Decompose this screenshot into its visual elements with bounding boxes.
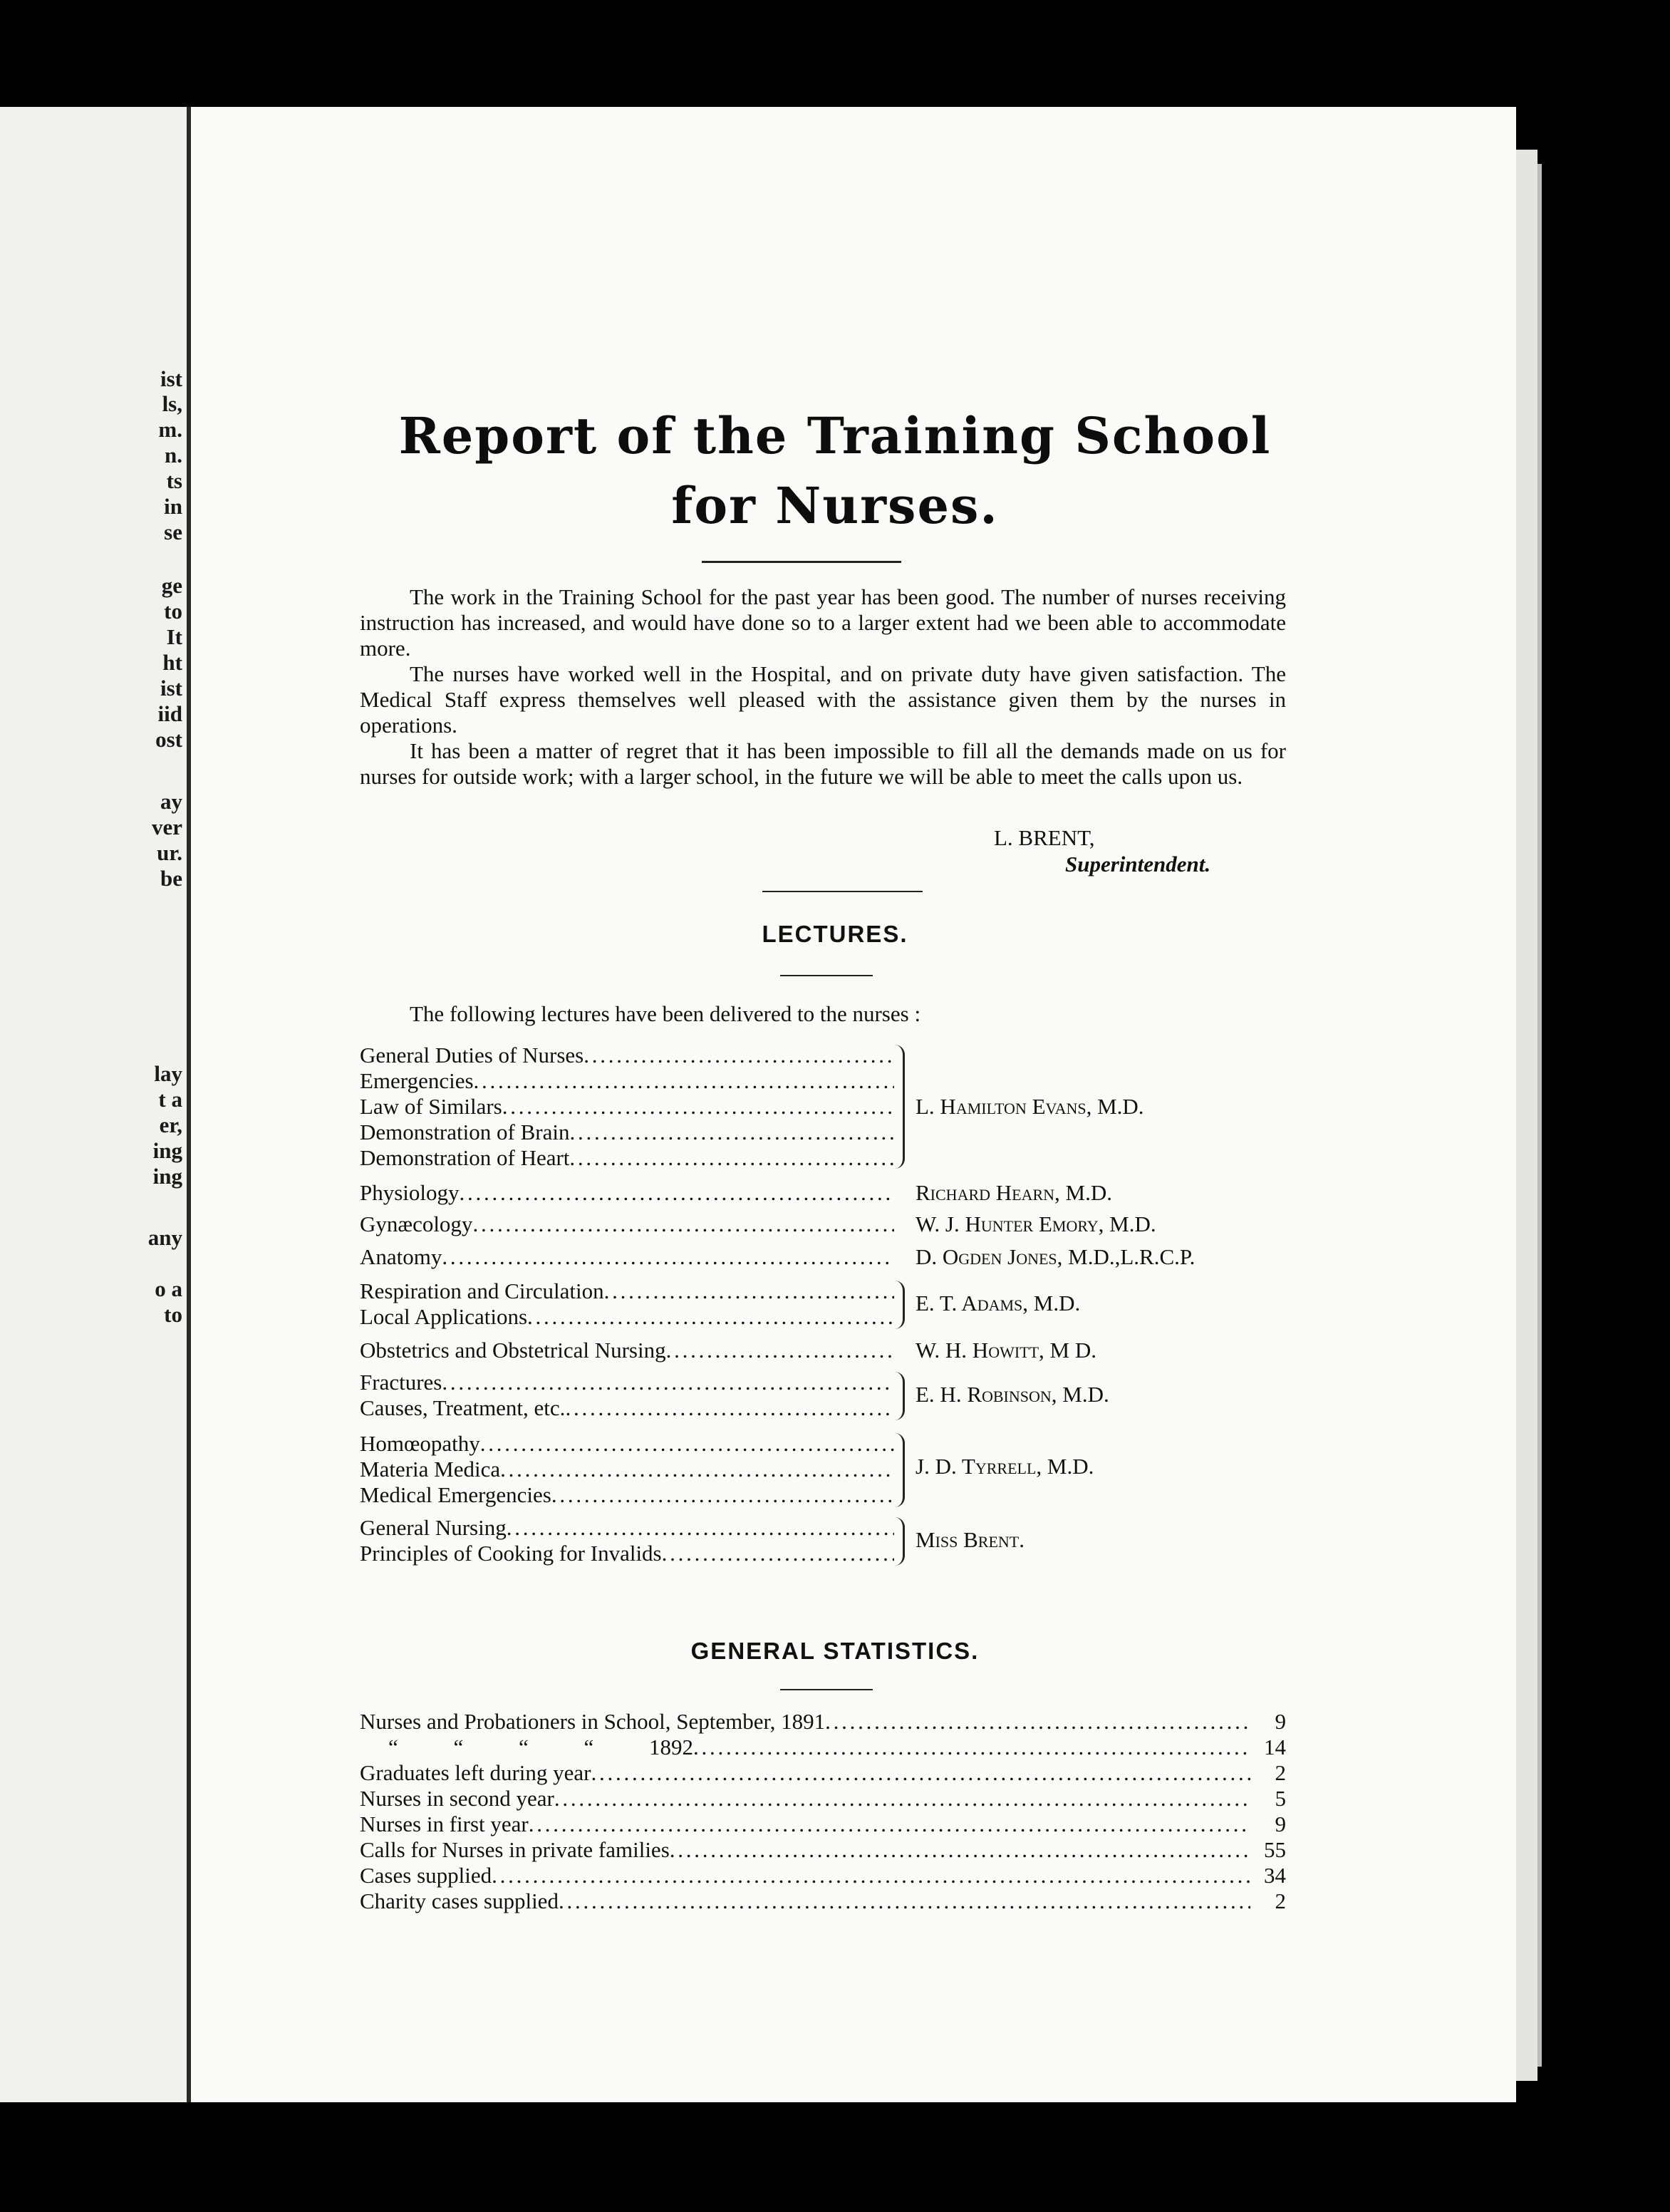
left-fragment: n. <box>165 443 182 467</box>
left-fragment: to <box>164 599 182 624</box>
left-fragment: ls, <box>162 391 182 416</box>
lecturer-name: W. H. Howitt, M D. <box>916 1338 1096 1363</box>
lecture-subject: Homœopathy . . . <box>360 1431 894 1457</box>
group-brace <box>894 1433 905 1507</box>
title-divider <box>702 561 901 563</box>
statistics-row: “ “ “ “ 1892 . . . 14 <box>360 1735 1286 1760</box>
statistics-row: Graduates left during year . . . 2 <box>360 1760 1286 1786</box>
lecturer-name: W. J. Hunter Emory, M.D. <box>916 1211 1156 1236</box>
lecturer-name: E. H. Robinson, M.D. <box>916 1382 1109 1407</box>
statistics-row: Nurses and Probationers in School, September, 1891 . . . 9 <box>360 1709 1286 1735</box>
group-brace <box>894 1517 905 1566</box>
signature-role: Superintendent. <box>1065 852 1211 877</box>
lecture-subject: Fractures . . . <box>360 1370 894 1395</box>
left-fragment: ay <box>160 789 182 814</box>
lecture-subject: Causes, Treatment, etc. . . . <box>360 1395 894 1421</box>
intro-paragraph: The work in the Training School for the past year has been good. The number of nurses receiving instruction has increased, and would have done so to a larger extent had we been able to accommodate more. <box>360 584 1286 661</box>
group-brace <box>894 1281 905 1329</box>
lecture-subject: Gynæcology . . . <box>360 1211 894 1237</box>
lecture-subject: Medical Emergencies . . . <box>360 1482 894 1508</box>
statistics-row: Cases supplied . . . 34 <box>360 1863 1286 1888</box>
left-fragment: ver <box>151 815 182 839</box>
intro-paragraph: It has been a matter of regret that it has been impossible to fill all the demands made on us for nurses for outside work; with a larger school, in the future we will be able to meet the calls upon us. <box>360 738 1286 789</box>
intro-paragraph: The nurses have worked well in the Hospital, and on private duty have given satisfaction. The Medical Staff express themselves well pleased with the assistance given them by the nurses in operations. <box>360 661 1286 738</box>
statistics-row: Nurses in second year . . . 5 <box>360 1786 1286 1812</box>
lecture-subject: Law of Similars . . . <box>360 1094 894 1120</box>
left-fragment: t a <box>158 1087 182 1112</box>
lectures-heading: LECTURES. <box>762 921 908 947</box>
lecture-subject: Anatomy . . . <box>360 1244 894 1270</box>
left-fragment: to <box>164 1302 182 1327</box>
lecturer-name: D. Ogden Jones, M.D.,L.R.C.P. <box>916 1244 1196 1269</box>
left-fragment: ost <box>155 727 182 752</box>
left-fragment: lay <box>154 1061 182 1086</box>
intro-text <box>360 584 1286 790</box>
group-brace <box>894 1045 905 1169</box>
lectures-intro: The following lectures have been delivered to the nurses : <box>410 1001 921 1026</box>
statistics-row: Nurses in first year . . . 9 <box>360 1812 1286 1837</box>
lecture-subject: General Duties of Nurses . . . <box>360 1043 894 1068</box>
lecture-subject: Demonstration of Brain . . . <box>360 1120 894 1145</box>
statistics-divider <box>780 1689 873 1690</box>
lecture-subject: Principles of Cooking for Invalids . . . <box>360 1541 894 1566</box>
left-fragment: ts <box>166 468 182 493</box>
page-title-line-1: Report of the Training School <box>398 406 1272 465</box>
left-fragment: be <box>160 866 182 891</box>
left-fragment: ur. <box>157 840 182 865</box>
lecture-subject: Materia Medica . . . <box>360 1457 894 1482</box>
divider <box>762 891 923 892</box>
lecturer-name: Miss Brent. <box>916 1527 1025 1552</box>
group-brace <box>894 1372 905 1420</box>
lecturer-name: Richard Hearn, M.D. <box>916 1180 1112 1205</box>
left-fragment: ge <box>161 573 182 598</box>
statistics-row: Charity cases supplied . . . 2 <box>360 1888 1286 1914</box>
lecture-subject: Respiration and Circulation . . . <box>360 1278 894 1304</box>
left-fragment: It <box>166 624 182 649</box>
left-fragment: any <box>147 1225 182 1250</box>
statistics-row: Calls for Nurses in private families . . . 55 <box>360 1837 1286 1863</box>
lecture-subject: Local Applications . . . <box>360 1304 894 1330</box>
left-fragment: er, <box>159 1112 182 1137</box>
lectures-divider <box>780 975 873 976</box>
lecture-subject: Physiology . . . <box>360 1180 894 1206</box>
left-fragment: ht <box>162 650 182 675</box>
lecturer-name: E. T. Adams, M.D. <box>916 1291 1081 1316</box>
lecture-subject: Obstetrics and Obstetrical Nursing . . . <box>360 1338 894 1363</box>
left-fragment: in <box>164 494 182 519</box>
left-fragment: se <box>164 520 182 544</box>
lecture-subject: Demonstration of Heart . . . <box>360 1145 894 1171</box>
lecturer-name: L. Hamilton Evans, M.D. <box>916 1094 1144 1119</box>
signature-name: L. BRENT, <box>994 825 1095 850</box>
left-fragment: iid <box>157 701 182 726</box>
lecturer-name: J. D. Tyrrell, M.D. <box>916 1454 1094 1479</box>
page-title-line-2: for Nurses. <box>671 476 999 535</box>
left-fragment: ist <box>160 366 182 391</box>
lecture-subject: General Nursing . . . <box>360 1515 894 1541</box>
left-fragment: o a <box>155 1276 182 1301</box>
lecture-subject: Emergencies . . . <box>360 1068 894 1094</box>
left-fragment: ing <box>152 1164 182 1189</box>
left-fragment: ing <box>152 1138 182 1163</box>
left-fragment: m. <box>158 417 182 442</box>
statistics-heading: GENERAL STATISTICS. <box>690 1638 980 1664</box>
left-fragment: ist <box>160 676 182 701</box>
